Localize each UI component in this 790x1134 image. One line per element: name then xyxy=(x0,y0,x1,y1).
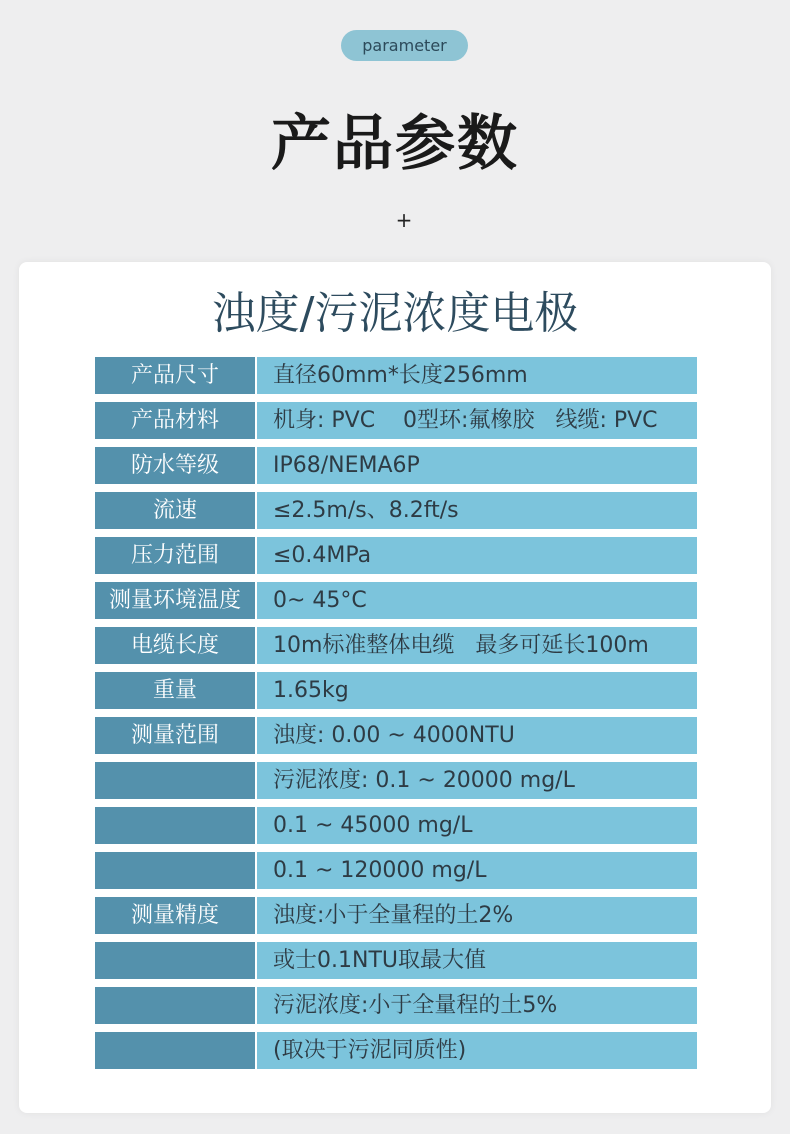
row-value: ≤2.5m/s、8.2ft/s xyxy=(257,492,697,529)
table-row xyxy=(95,627,697,664)
row-label xyxy=(95,1032,255,1069)
table-row xyxy=(95,537,697,574)
table-row xyxy=(95,717,697,754)
table-row xyxy=(95,582,697,619)
table-row xyxy=(95,762,697,799)
row-label xyxy=(95,987,255,1024)
row-value: 1.65kg xyxy=(257,672,697,709)
row-label: 电缆长度 xyxy=(95,627,255,664)
page-title: 产品参数 xyxy=(271,109,519,179)
row-value: 污泥浓度:小于全量程的土5% xyxy=(257,987,697,1024)
table-row xyxy=(95,852,697,889)
row-label: 流速 xyxy=(95,492,255,529)
row-value: IP68/NEMA6P xyxy=(257,447,697,484)
row-label: 产品尺寸 xyxy=(95,357,255,394)
table-row xyxy=(95,402,697,439)
card-title: 浊度/污泥浓度电极 xyxy=(211,288,579,339)
table-row xyxy=(95,492,697,529)
table-row xyxy=(95,897,697,934)
table-row xyxy=(95,987,697,1024)
row-label xyxy=(95,762,255,799)
row-label: 防水等级 xyxy=(95,447,255,484)
plus-icon: + xyxy=(395,208,413,232)
row-value: 直径60mm*长度256mm xyxy=(257,357,697,394)
row-label: 压力范围 xyxy=(95,537,255,574)
table-row xyxy=(95,447,697,484)
table-row xyxy=(95,672,697,709)
table-row xyxy=(95,807,697,844)
row-value: (取决于污泥同质性) xyxy=(257,1032,697,1069)
spec-card xyxy=(19,262,771,1113)
row-label: 测量精度 xyxy=(95,897,255,934)
row-value: 0.1 ~ 45000 mg/L xyxy=(257,807,697,844)
row-label: 测量范围 xyxy=(95,717,255,754)
row-value: 0~ 45°C xyxy=(257,582,697,619)
table-row xyxy=(95,1032,697,1069)
parameter-badge: parameter xyxy=(341,30,468,61)
row-value: 0.1 ~ 120000 mg/L xyxy=(257,852,697,889)
spec-table xyxy=(95,357,697,1077)
row-value: ≤0.4MPa xyxy=(257,537,697,574)
row-value: 机身: PVC 0型环:氟橡胶 线缆: PVC xyxy=(257,402,697,439)
table-row xyxy=(95,357,697,394)
row-value: 浊度: 0.00 ~ 4000NTU xyxy=(257,717,697,754)
row-value: 污泥浓度: 0.1 ~ 20000 mg/L xyxy=(257,762,697,799)
row-label: 重量 xyxy=(95,672,255,709)
row-value: 10m标准整体电缆 最多可延长100m xyxy=(257,627,697,664)
row-label: 测量环境温度 xyxy=(95,582,255,619)
row-label xyxy=(95,852,255,889)
row-value: 浊度:小于全量程的土2% xyxy=(257,897,697,934)
row-label xyxy=(95,807,255,844)
row-label xyxy=(95,942,255,979)
row-value: 或士0.1NTU取最大值 xyxy=(257,942,697,979)
row-label: 产品材料 xyxy=(95,402,255,439)
table-row xyxy=(95,942,697,979)
